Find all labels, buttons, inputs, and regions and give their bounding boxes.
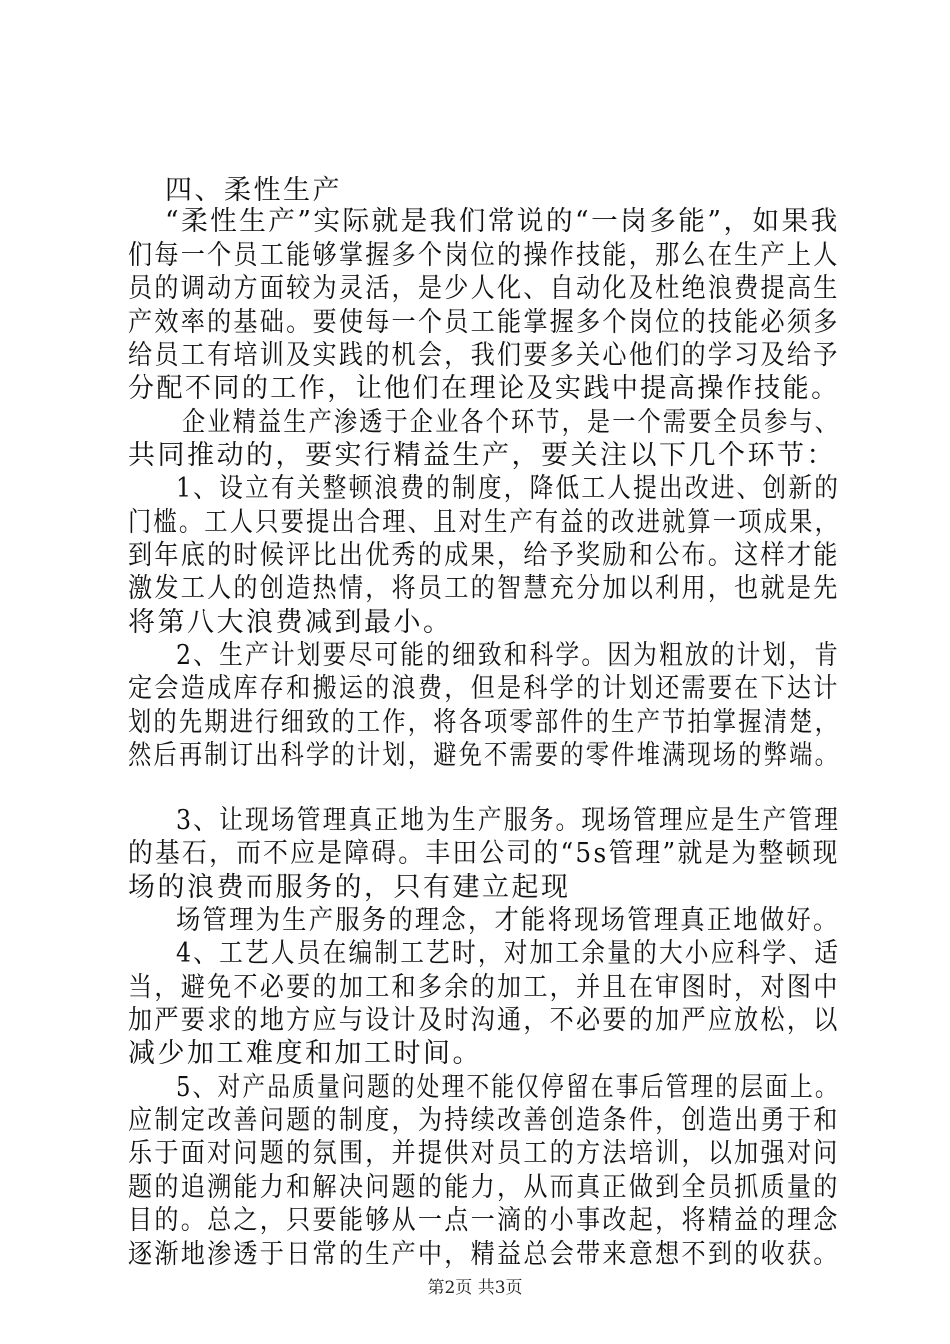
text-line: 逐渐地渗透于日常的生产中，精益总会带来意想不到的收获。 xyxy=(128,1238,840,1270)
text-line: 共同推动的，要实行精益生产，要关注以下几个环节： xyxy=(128,439,836,471)
text-line: 应制定改善问题的制度，为持续改善创造条件，创造出勇于和 xyxy=(128,1105,840,1137)
text-line: 场的浪费而服务的，只有建立起现 xyxy=(128,871,571,903)
text-line: 5、对产品质量问题的处理不能仅停留在事后管理的层面上。 xyxy=(176,1071,840,1103)
text-line: 员的调动方面较为灵活，是少人化、自动化及杜绝浪费提高生 xyxy=(128,273,840,305)
text-line: “柔性生产”实际就是我们常说的“一岗多能”，如果我 xyxy=(165,206,840,238)
text-line: 1、设立有关整顿浪费的制度，降低工人提出改进、创新的 xyxy=(176,473,841,505)
section-heading: 四、柔性生产 xyxy=(165,175,342,206)
text-line: 将第八大浪费减到最小。 xyxy=(128,606,453,638)
text-line: 到年底的时候评比出优秀的成果，给予奖励和公布。这样才能 xyxy=(128,540,840,571)
text-line: 激发工人的创造热情，将员工的智慧充分加以利用，也就是先 xyxy=(128,573,840,605)
text-line: 目的。总之，只要能够从一点一滴的小事改起，将精益的理念 xyxy=(128,1205,840,1237)
text-line: 2、生产计划要尽可能的细致和科学。因为粗放的计划，肯 xyxy=(176,640,841,672)
text-line: 当，避免不必要的加工和多余的加工，并且在审图时，对图中 xyxy=(128,971,840,1003)
text-line: 加严要求的地方应与设计及时沟通，不必要的加严应放松，以 xyxy=(128,1005,840,1037)
text-line: 4、工艺人员在编制工艺时，对加工余量的大小应科学、适 xyxy=(176,938,841,970)
text-line: 的基石，而不应是障碍。丰田公司的“5s管理”就是为整顿现 xyxy=(128,838,840,870)
text-line: 产效率的基础。要使每一个员工能掌握多个岗位的技能必须多 xyxy=(128,306,840,338)
text-line: 划的先期进行细致的工作，将各项零部件的生产节拍掌握清楚， xyxy=(128,706,841,738)
text-line: 减少加工难度和加工时间。 xyxy=(128,1038,482,1070)
text-line: 分配不同的工作，让他们在理论及实践中提高操作技能。 xyxy=(128,373,840,405)
text-line: 门槛。工人只要提出合理、且对生产有益的改进就算一项成果， xyxy=(128,506,841,538)
text-line: 定会造成库存和搬运的浪费，但是科学的计划还需要在下达计 xyxy=(128,673,840,705)
text-line: 乐于面对问题的氛围，并提供对员工的方法培训，以加强对问 xyxy=(128,1138,840,1170)
text-line: 们每一个员工能够掌握多个岗位的操作技能，那么在生产上人 xyxy=(128,239,840,271)
text-line: 3、让现场管理真正地为生产服务。现场管理应是生产管理 xyxy=(176,804,841,836)
text-line: 然后再制订出科学的计划，避免不需要的零件堆满现场的弊端。 xyxy=(128,740,841,772)
text-line: 企业精益生产渗透于企业各个环节，是一个需要全员参与、 xyxy=(182,406,841,438)
text-line: 题的追溯能力和解决问题的能力，从而真正做到全员抓质量的 xyxy=(128,1171,840,1203)
text-line: 场管理为生产服务的理念，才能将现场管理真正地做好。 xyxy=(176,905,840,936)
text-line: 给员工有培训及实践的机会，我们要多关心他们的学习及给予 xyxy=(128,339,840,371)
page-footer: 第2页 共3页 xyxy=(427,1278,523,1298)
